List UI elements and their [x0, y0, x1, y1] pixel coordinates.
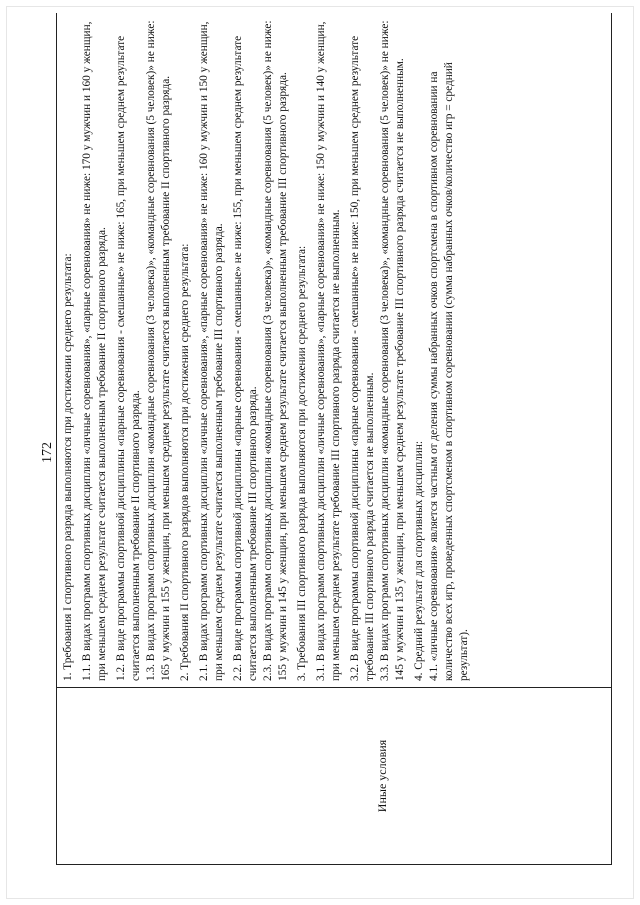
paragraph-1-2: 1.2. В виде программы спортивной дисциплины «парные соревнования - смешанные» не ниже: 165, при меньшем среднем результате считается выполненным требование II спортивного разряда.	[115, 35, 142, 681]
paragraph-2-2: 2.2. В виде программы спортивной дисциплины «парные соревнования - смешанные» не ниже: 155, при меньшем среднем результате считается выполненным требование III спортивного разряда.	[232, 35, 259, 681]
paragraph-3-2: 3.2. В виде программы спортивной дисциплины «парные соревнования - смешанные» не ниже: 150, при меньшем среднем результате требование III спортивного разряда считается не выполненным.	[349, 35, 376, 681]
table-content-cell	[61, 17, 472, 681]
page-number: 172	[40, 442, 55, 463]
paragraph-4: 4. Средний результат для спортивных дисциплин:	[413, 441, 425, 681]
table-label-cell	[57, 687, 611, 864]
paragraph-2-1: 2.1. В видах программ спортивных дисциплин «личные соревнования», «парные соревнования» не ниже: 160 у мужчин и 150 у женщин, при меньшем среднем результате считается выполненным требование III спортивного разряда.	[198, 21, 225, 681]
table-label: Иные условия	[375, 739, 389, 813]
paragraph-3-1: 3.1. В видах программ спортивных дисциплин «личные соревнования», «парные соревнования» не ниже: 150 у мужчин и 140 у женщин, при меньшем среднем результате требование III спортивного разряда считается не выполненным.	[315, 21, 342, 681]
paragraph-1-1: 1.1. В видах программ спортивных дисциплин «личные соревнования», «парные соревнования» не ниже: 170 у мужчин и 160 у женщин, при меньшем среднем результате считается выполненным требование II спортивного разряда.	[81, 21, 108, 681]
paragraph-4-1: 4.1. «личные соревнования» является частным от деления суммы набранных очков спортсмена в спортивном соревновании на количество всех игр, проведенных спортсменом в спортивном соревновании (сумма набранных очков/количество игр = средний результат).	[428, 62, 470, 681]
paragraph-2: 2. Требования II спортивного разрядов выполняются при достижении среднего результата:	[179, 243, 191, 681]
paragraph-1: 1. Требования I спортивного разряда выполняются при достижении среднего результата:	[62, 253, 74, 681]
paragraph-2-3: 2.3. В видах программ спортивных дисциплин «командные соревнования (3 человека)», «командные соревнования (5 человек)» не ниже: 155 у мужчин и 145 у женщин, при меньшем среднем результате считается выполненным требование III спортивного разряда.	[262, 20, 289, 681]
requirements-table	[56, 13, 612, 865]
paragraph-3-3: 3.3. В видах программ спортивных дисциплин «командные соревнования (3 человека)», «командные соревнования (5 человек)» не ниже: 145 у мужчин и 135 у женщин, при меньшем среднем результате требование III спортивного разряда считается не выполненным.	[379, 20, 406, 681]
paragraph-3: 3. Требования III спортивного разряда выполняются при достижении среднего результата:	[296, 245, 308, 681]
paragraph-1-3: 1.3. В видах программ спортивных дисциплин «командные соревнования (3 человека)», «командные соревнования (5 человек)» не ниже: 165 у мужчин и 155 у женщин, при меньшем среднем результате считается выполненным требование II спортивного разряда.	[145, 20, 172, 681]
